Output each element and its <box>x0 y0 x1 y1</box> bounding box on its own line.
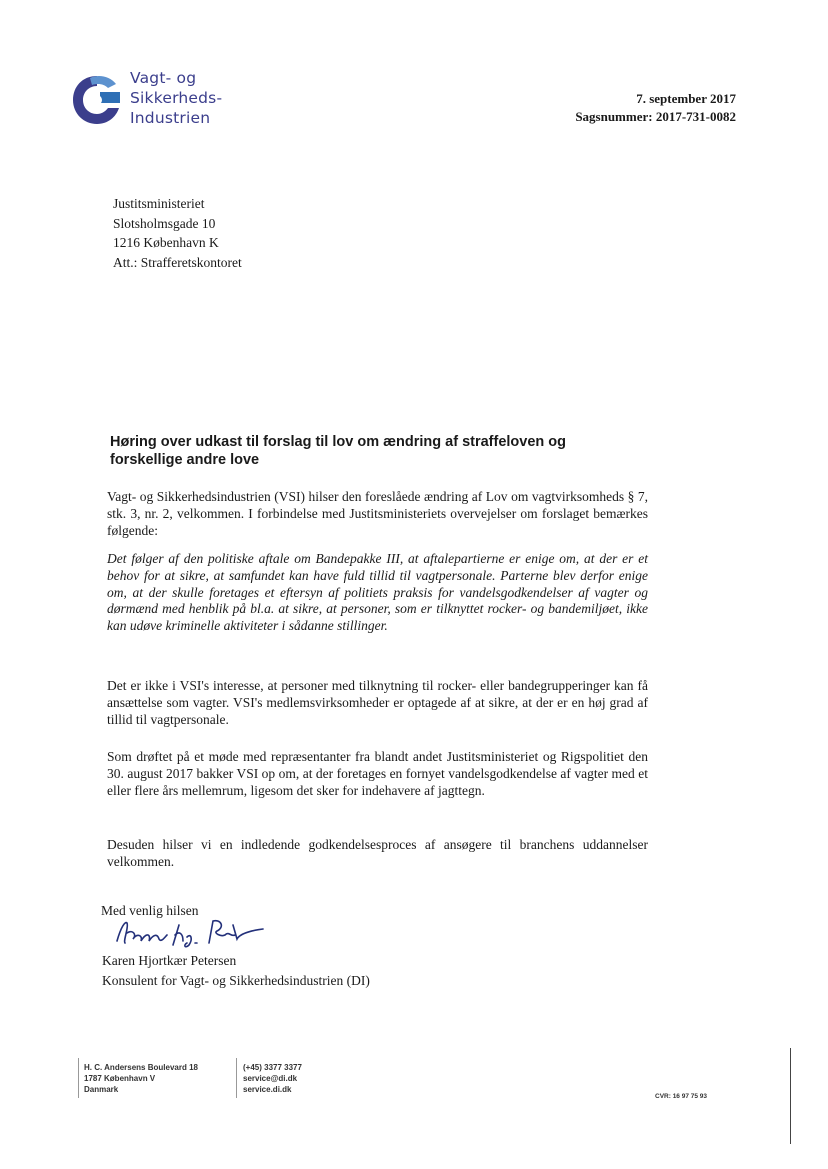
handwritten-signature <box>113 915 273 955</box>
signer-name: Karen Hjortkær Petersen <box>102 953 237 968</box>
recipient-line: Slotsholmsgade 10 <box>113 215 216 231</box>
signer-title: Konsulent for Vagt- og Sikkerhedsindustrien (DI) <box>102 973 370 988</box>
logo-line-1: Vagt- og <box>130 69 197 87</box>
paragraph-quote: Det følger af den politiske aftale om Bandepakke III, at aftalepartierne er enige om, at der er et behov for at sikre, at samfundet kan have fuld tillid til vagtpersonale. Parterne blev derfor enige om, at der skulle foretages et eftersyn af politiets praksis for vandelsgodkendelser af vagter og dørmænd med henblik på bl.a. at sikre, at personer, som er tilknyttet rocker- og bandemiljøet, ikke kan udøve kriminelle aktiviteter i sådanne stillinger. <box>107 551 648 634</box>
paragraph-meeting: Som drøftet på et møde med repræsentanter fra blandt andet Justitsministeriet og Rigspolitiet den 30. august 2017 bakker VSI op om, at der foretages en fornyet vandelsgodkendelse af vagter med et eller flere års mellemrum, ligesom det sker for indehavere af jagttegn. <box>107 749 648 798</box>
footer-address-line: H. C. Andersens Boulevard 18 <box>84 1063 198 1072</box>
vsi-logo-icon <box>70 72 124 128</box>
footer-phone: (+45) 3377 3377 <box>243 1063 302 1072</box>
footer-divider <box>236 1058 237 1098</box>
closing-greeting: Med venlig hilsen <box>101 903 199 918</box>
scan-edge-line <box>790 1048 791 1144</box>
footer-divider <box>78 1058 79 1098</box>
recipient-line: Justitsministeriet <box>113 196 205 211</box>
logo-line-3: Industrien <box>130 109 211 127</box>
paragraph-intro: Vagt- og Sikkerhedsindustrien (VSI) hilser den foreslåede ændring af Lov om vagtvirksomheds § 7, stk. 3, nr. 2, velkommen. I forbindelse med Justitsministeriets overvejelser om forslaget bemærkes følgende: <box>107 489 648 538</box>
footer-contact <box>243 1062 302 1095</box>
case-number: Sagsnummer: 2017-731-0082 <box>575 109 736 124</box>
footer-website: service.di.dk <box>243 1085 292 1094</box>
paragraph-interest: Det er ikke i VSI's interesse, at personer med tilknytning til rocker- eller bandegrupperinger kan få ansættelse som vagter. VSI's medlemsvirksomheder er optagede af at sikre, at der er en høj grad af tillid til vagtpersonale. <box>107 678 648 727</box>
footer-address-line: 1787 København V <box>84 1074 156 1083</box>
letter-meta <box>575 90 736 126</box>
paragraph-closing-remark: Desuden hilser vi en indledende godkendelsesproces af ansøgere til branchens uddannelser velkommen. <box>107 837 648 869</box>
footer-address <box>84 1062 198 1095</box>
footer-cvr: CVR: 16 97 75 93 <box>655 1093 708 1100</box>
signer-block <box>102 951 370 991</box>
recipient-address <box>113 194 242 272</box>
recipient-line: 1216 København K <box>113 235 219 250</box>
footer-email: service@di.dk <box>243 1074 298 1083</box>
letter-date: 7. september 2017 <box>636 91 736 106</box>
logo-line-2: Sikkerheds- <box>130 89 223 107</box>
letter-subject: Høring over udkast til forslag til lov om ændring af straffeloven og forskellige andre love <box>110 434 566 468</box>
recipient-line: Att.: Strafferetskontoret <box>113 254 242 270</box>
company-logo <box>70 68 270 134</box>
footer-address-line: Danmark <box>84 1085 119 1094</box>
